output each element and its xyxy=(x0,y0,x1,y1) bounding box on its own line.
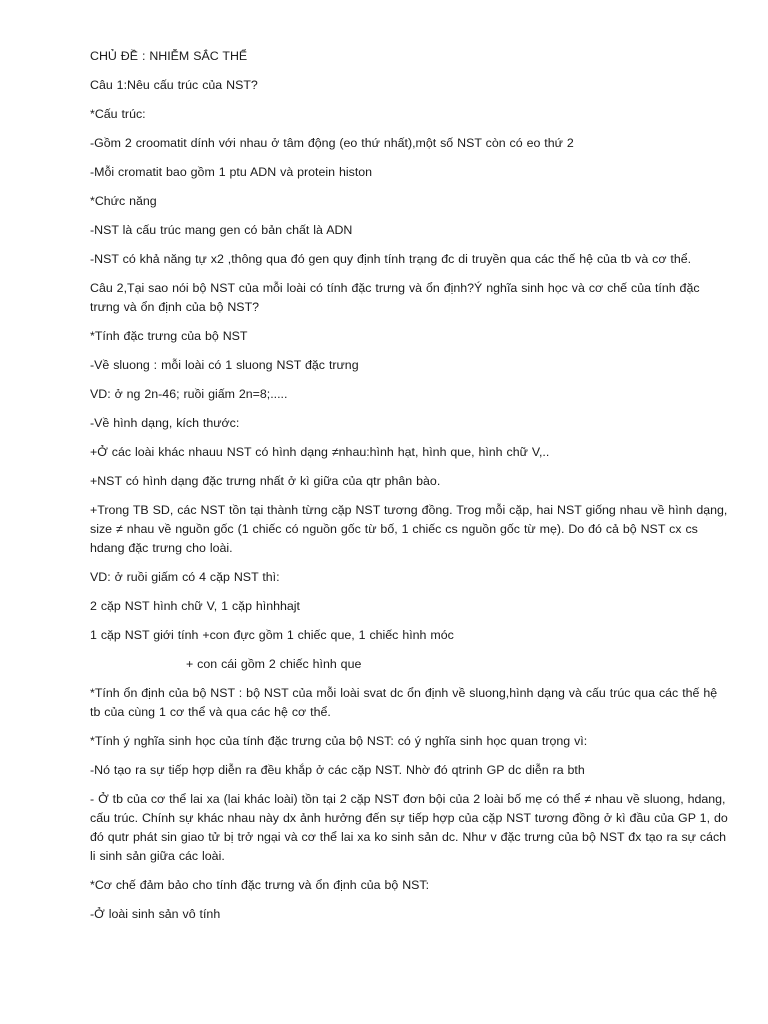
example: VD: ở ruồi giấm có 4 cặp NST thì: xyxy=(90,570,280,584)
example: VD: ở ng 2n-46; ruồi giấm 2n=8;..... xyxy=(90,387,288,401)
paragraph: -Gồm 2 croomatit dính với nhau ở tâm động (eo thứ nhất),một số NST còn có eo thứ 2 xyxy=(90,136,574,150)
section-heading-mechanism: *Cơ chế đảm bảo cho tính đặc trưng và ổn định của bộ NST: xyxy=(90,878,430,892)
paragraph: +NST có hình dạng đặc trưng nhất ở kì giữa của qtr phân bào. xyxy=(90,474,441,488)
paragraph: -Về sluong : mỗi loài có 1 sluong NST đặc trưng xyxy=(90,358,359,372)
question-2: Câu 2,Tại sao nói bộ NST của mỗi loài có tính đặc trưng và ổn định?Ý nghĩa sinh học và cơ chế của tính đặc trưng và ổn định của bộ NST? xyxy=(90,281,700,314)
paragraph: - Ở tb của cơ thể lai xa (lai khác loài) tồn tại 2 cặp NST đơn bội của 2 loài bố mẹ có thể ≠ nhau về sluong, hdang, cấu trúc. Chính sự khác nhau này dx ảnh hưởng đến sự tiếp hợp của cặp NST tương đồng ở kì đầu của GP 1, do đó qutr phát sin giao tử bị trở ngại và cơ thể lai xa ko sinh sản dc. Như v đặc trưng của bộ NST đx tạo ra sự cách li sinh sản giữa các loài. xyxy=(90,792,728,863)
paragraph: *Tính ý nghĩa sinh học của tính đặc trưng của bộ NST: có ý nghĩa sinh học quan trọng vì: xyxy=(90,734,588,748)
paragraph-indented: + con cái gồm 2 chiếc hình que xyxy=(186,657,362,671)
section-heading-structure: *Cấu trúc: xyxy=(90,107,146,121)
paragraph: -Về hình dạng, kích thước: xyxy=(90,416,240,430)
question-1: Câu 1:Nêu cấu trúc của NST? xyxy=(90,78,258,92)
paragraph: -NST có khả năng tự x2 ,thông qua đó gen quy định tính trạng đc di truyền qua các thế hệ của tb và cơ thể. xyxy=(90,252,692,266)
paragraph: -NST là cấu trúc mang gen có bản chất là ADN xyxy=(90,223,353,237)
paragraph: +Trong TB SD, các NST tồn tại thành từng cặp NST tương đồng. Trog mỗi cặp, hai NST giống nhau về hình dạng, size ≠ nhau về nguồn gốc (1 chiếc có nguồn gốc từ bố, 1 chiếc cs nguồn gốc từ mẹ). Do đó cả bộ NST cx cs hdang đặc trưng cho loài. xyxy=(90,503,728,555)
section-heading-specificity: *Tính đặc trưng của bộ NST xyxy=(90,329,248,343)
paragraph: +Ở các loài khác nhauu NST có hình dạng ≠nhau:hình hạt, hình que, hình chữ V,.. xyxy=(90,445,550,459)
paragraph: *Tính ổn định của bộ NST : bộ NST của mỗi loài svat dc ổn định về sluong,hình dạng và cấu trúc qua các thế hệ tb của cùng 1 cơ thể và qua các hệ cơ thể. xyxy=(90,686,718,719)
paragraph: -Ở loài sinh sản vô tính xyxy=(90,907,221,921)
document-body xyxy=(90,47,730,934)
paragraph: 2 cặp NST hình chữ V, 1 cặp hìnhhajt xyxy=(90,599,300,613)
section-heading-function: *Chức năng xyxy=(90,194,157,208)
paragraph: -Nó tạo ra sự tiếp hợp diễn ra đều khắp ở các cặp NST. Nhờ đó qtrinh GP dc diễn ra bth xyxy=(90,763,585,777)
document-title: CHỦ ĐỀ : NHIỄM SẮC THỂ xyxy=(90,49,248,63)
paragraph: 1 cặp NST giới tính +con đực gồm 1 chiếc que, 1 chiếc hình móc xyxy=(90,628,454,642)
paragraph: -Mỗi cromatit bao gồm 1 ptu ADN và protein histon xyxy=(90,165,373,179)
